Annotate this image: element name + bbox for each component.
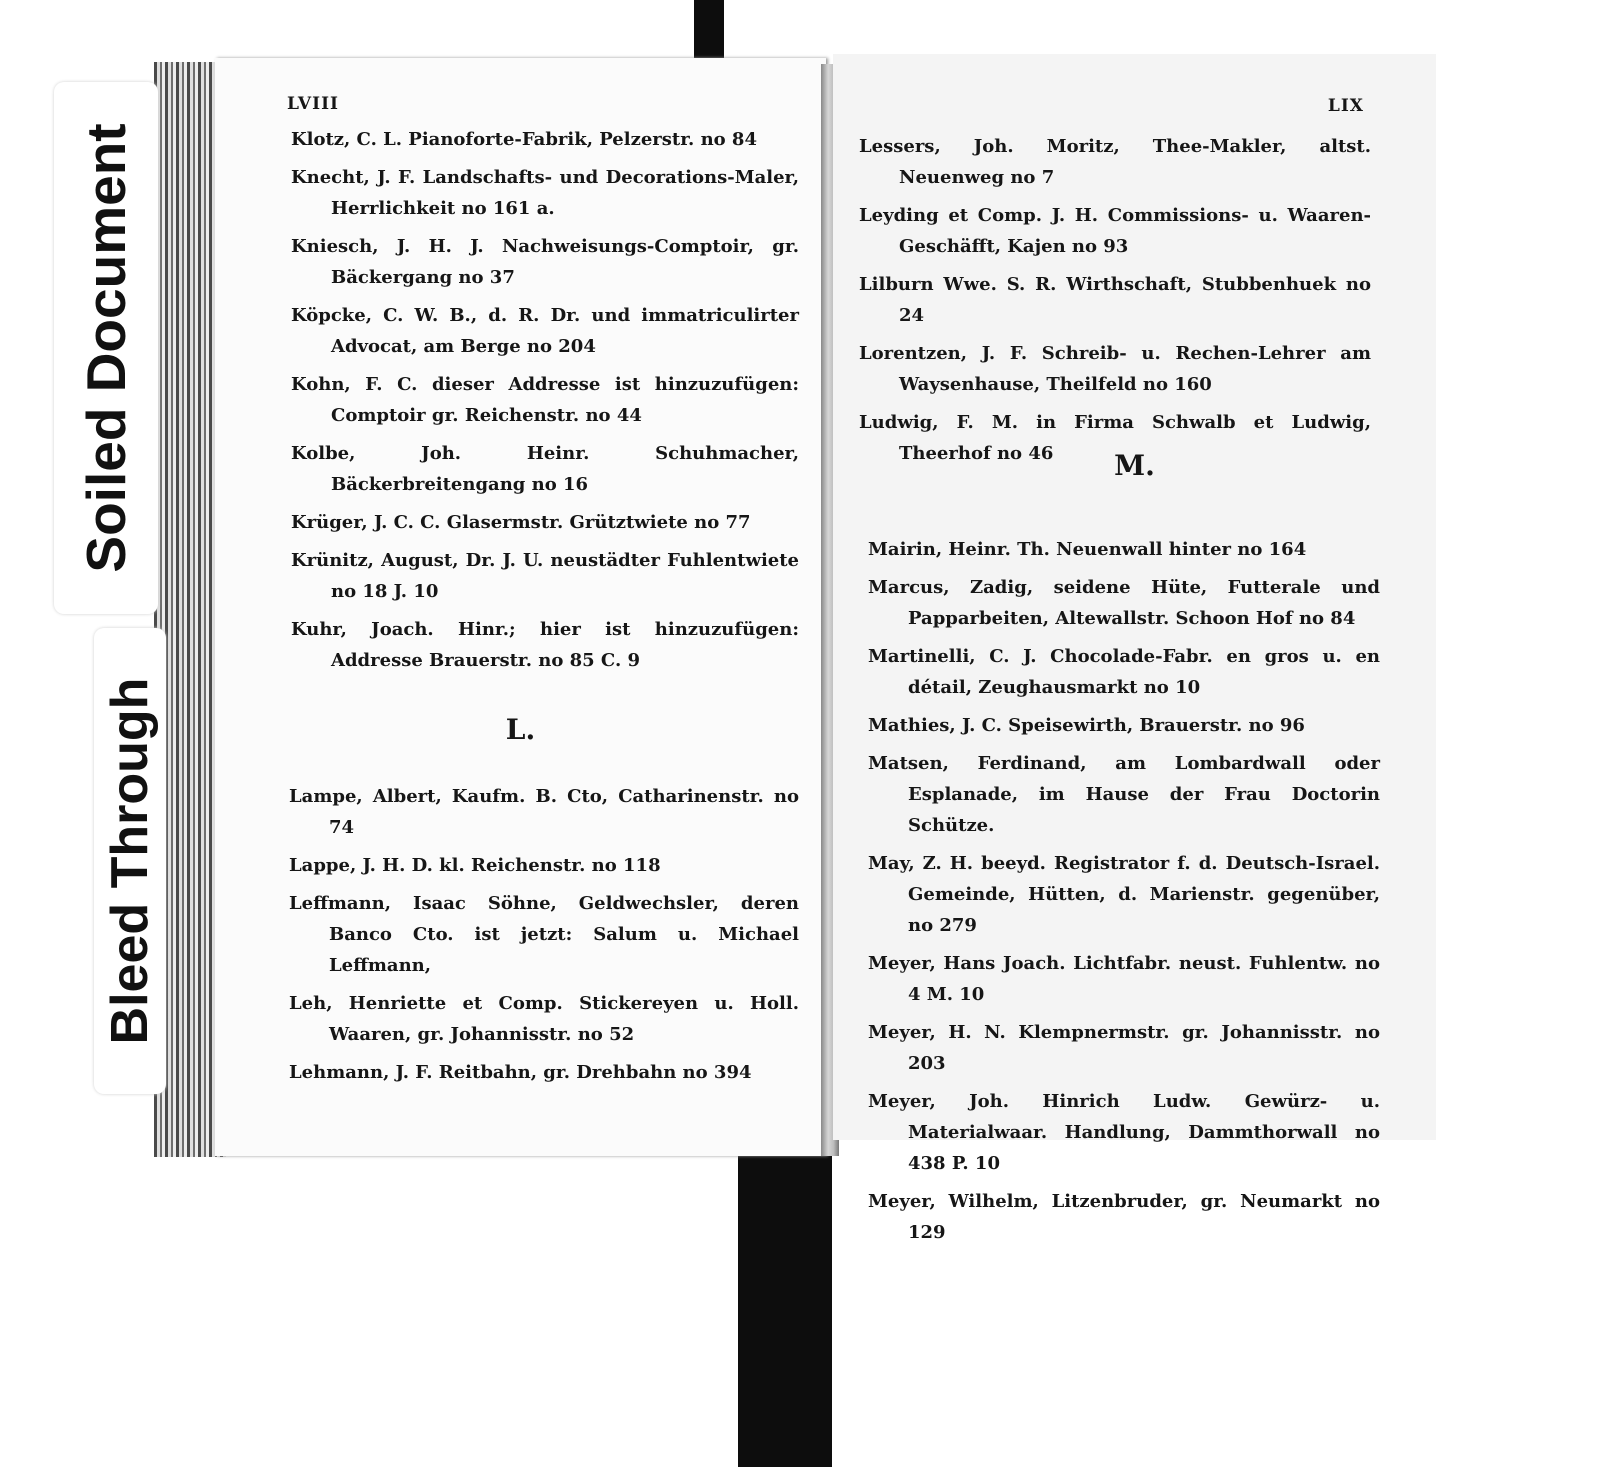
- directory-entry: Meyer, H. N. Klempnermstr. gr. Johannisstr. no 203: [868, 1022, 1380, 1074]
- directory-entry: Leh, Henriette et Comp. Stickereyen u. Holl. Waaren, gr. Johannisstr. no 52: [289, 993, 799, 1045]
- directory-entry: Ludwig, F. M. in Firma Schwalb et Ludwig, Theerhof no 46: [859, 412, 1371, 464]
- page-number-left: LVIII: [287, 94, 339, 114]
- directory-entry: Martinelli, C. J. Chocolade-Fabr. en gros u. en détail, Zeughausmarkt no 10: [868, 646, 1380, 698]
- directory-entry: Lehmann, J. F. Reitbahn, gr. Drehbahn no 394: [289, 1062, 752, 1083]
- directory-entry: Lessers, Joh. Moritz, Thee-Makler, altst. Neuenweg no 7: [859, 136, 1371, 188]
- section-heading-m: M.: [1114, 449, 1155, 482]
- directory-entry: Kohn, F. C. dieser Addresse ist hinzuzufügen: Comptoir gr. Reichenstr. no 44: [291, 374, 799, 426]
- directory-entry: Klotz, C. L. Pianoforte-Fabrik, Pelzerstr. no 84: [291, 129, 757, 150]
- directory-entry: Krünitz, August, Dr. J. U. neustädter Fuhlentwiete no 18 J. 10: [291, 550, 799, 602]
- bleed-through-label: [94, 628, 166, 1094]
- entries-l-continued-column: [859, 131, 1371, 476]
- section-heading-l: L.: [505, 713, 536, 746]
- directory-entry: Mathies, J. C. Speisewirth, Brauerstr. no 96: [868, 715, 1305, 736]
- directory-entry: Kuhr, Joach. Hinr.; hier ist hinzuzufügen: Addresse Brauerstr. no 85 C. 9: [291, 619, 799, 671]
- directory-entry: May, Z. H. beeyd. Registrator f. d. Deutsch-Israel. Gemeinde, Hütten, d. Marienstr. gegenüber, no 279: [868, 853, 1380, 936]
- left-page: [215, 58, 826, 1156]
- directory-entry: Lampe, Albert, Kaufm. B. Cto, Catharinenstr. no 74: [289, 786, 799, 838]
- bleed-through-text: Bleed Through: [101, 677, 159, 1045]
- directory-entry: Köpcke, C. W. B., d. R. Dr. und immatriculirter Advocat, am Berge no 204: [291, 305, 799, 357]
- directory-entry: Meyer, Joh. Hinrich Ludw. Gewürz- u. Materialwaar. Handlung, Dammthorwall no 438 P. 10: [868, 1091, 1380, 1174]
- binding-strap-bottom: [738, 1140, 832, 1467]
- soiled-document-label: [54, 82, 158, 614]
- directory-entry: Matsen, Ferdinand, am Lombardwall oder Esplanade, im Hause der Frau Doctorin Schütze.: [868, 753, 1380, 836]
- directory-entry: Lappe, J. H. D. kl. Reichenstr. no 118: [289, 855, 661, 876]
- directory-entry: Kolbe, Joh. Heinr. Schuhmacher, Bäckerbreitengang no 16: [291, 443, 799, 495]
- entries-k-column: [291, 124, 799, 683]
- page-number-right: LIX: [1327, 96, 1364, 116]
- directory-entry: Mairin, Heinr. Th. Neuenwall hinter no 164: [868, 539, 1307, 560]
- entries-l-column: [289, 781, 799, 1095]
- directory-entry: Leffmann, Isaac Söhne, Geldwechsler, deren Banco Cto. ist jetzt: Salum u. Michael Leffmann,: [289, 893, 799, 976]
- directory-entry: Leyding et Comp. J. H. Commissions- u. Waaren-Geschäfft, Kajen no 93: [859, 205, 1371, 257]
- directory-entry: Lilburn Wwe. S. R. Wirthschaft, Stubbenhuek no 24: [859, 274, 1371, 326]
- entries-m-column: [868, 534, 1380, 1255]
- directory-entry: Krüger, J. C. C. Glasermstr. Grütztwiete no 77: [291, 512, 751, 533]
- directory-entry: Kniesch, J. H. J. Nachweisungs-Comptoir, gr. Bäckergang no 37: [291, 236, 799, 288]
- directory-entry: Meyer, Wilhelm, Litzenbruder, gr. Neumarkt no 129: [868, 1191, 1380, 1243]
- directory-entry: Lorentzen, J. F. Schreib- u. Rechen-Lehrer am Waysenhause, Theilfeld no 160: [859, 343, 1371, 395]
- right-page: [833, 54, 1436, 1243]
- directory-entry: Knecht, J. F. Landschafts- und Decorations-Maler, Herrlichkeit no 161 a.: [291, 167, 799, 219]
- directory-entry: Marcus, Zadig, seidene Hüte, Futterale und Papparbeiten, Altewallstr. Schoon Hof no 84: [868, 577, 1380, 629]
- directory-entry: Meyer, Hans Joach. Lichtfabr. neust. Fuhlentw. no 4 M. 10: [868, 953, 1380, 1005]
- soiled-document-text: Soiled Document: [75, 123, 137, 573]
